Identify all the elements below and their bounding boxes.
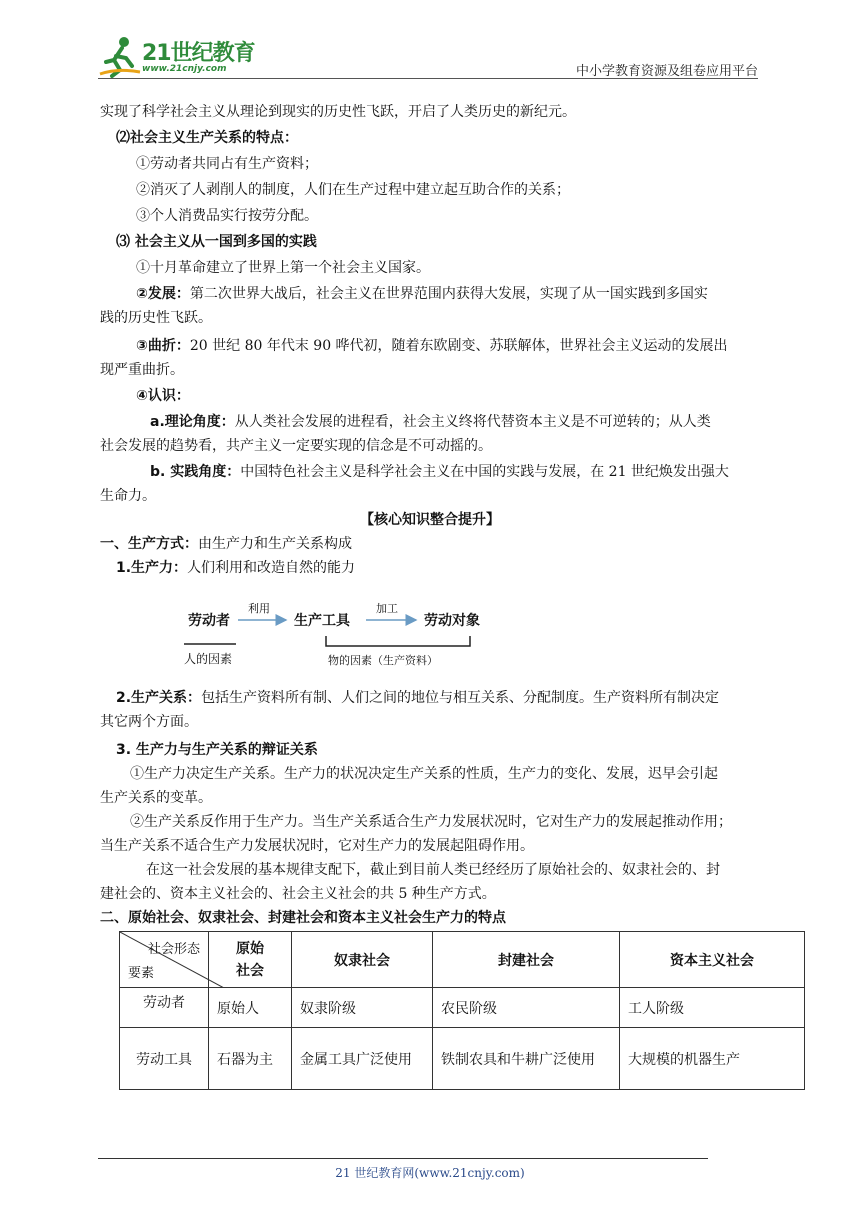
footer-text: 21 世纪教育网(www.21cnjy.com) (335, 1166, 525, 1180)
page-header (98, 30, 758, 80)
table-cell: 金属工具广泛使用 (292, 1028, 433, 1090)
productivity-table (119, 931, 805, 1090)
table-cell: 工人阶级 (620, 988, 805, 1028)
paragraph-line (116, 686, 776, 710)
footer-divider (98, 1158, 708, 1159)
arrow-label-1: 利用 (248, 602, 270, 615)
heading-label: 一、生产方式： (100, 536, 198, 552)
column-header: 封建社会 (433, 932, 620, 988)
item-label: ②发展： (136, 286, 190, 302)
list-item (136, 334, 796, 358)
corner-cell (120, 932, 209, 988)
subheading: 3. 生产力与生产关系的辩证关系 (116, 742, 318, 758)
table-cell: 石器为主 (209, 1028, 292, 1090)
logo (98, 34, 258, 78)
column-header: 奴隶社会 (292, 932, 433, 988)
row-label: 劳动工具 (120, 1028, 209, 1090)
production-diagram (170, 598, 490, 678)
heading-text: 由生产力和生产关系构成 (198, 536, 352, 552)
heading-label: 1.生产力： (116, 560, 188, 576)
section-heading: 二、原始社会、奴隶社会、封建社会和资本主义社会生产力的特点 (100, 910, 506, 926)
item-text: 中国特色社会主义是科学社会主义在中国的实践与发展，在 21 世纪焕发出强大 (240, 464, 729, 480)
section-heading: ⑵社会主义生产关系的特点： (116, 130, 298, 146)
item-text: 20 世纪 80 年代末 90 哗代初，随着东欧剧变、苏联解体，世界社会主义运动的发展出 (189, 338, 728, 354)
table-row (120, 1028, 805, 1090)
runner-icon (98, 34, 142, 78)
node-tools: 生产工具 (294, 613, 350, 629)
list-item: ①劳动者共同占有生产资料； (136, 156, 318, 172)
brace-2 (326, 636, 470, 646)
paragraph-line: 社会发展的趋势看，共产主义一定要实现的信念是不可动摇的。 (100, 438, 492, 454)
table-header-row (120, 932, 805, 988)
paragraph-line: 当生产关系不适合生产力发展状况时，它对生产力的发展起阻碍作用。 (100, 838, 534, 854)
corner-top-label: 社会形态 (147, 942, 200, 957)
paragraph-line: 实现了科学社会主义从理论到现实的历史性飞跃，开启了人类历史的新纪元。 (100, 104, 576, 120)
paragraph-line: 生产关系的变革。 (100, 790, 212, 806)
header-divider (98, 78, 758, 79)
node-object: 劳动对象 (424, 613, 480, 629)
paragraph-line: 现严重曲折。 (100, 362, 184, 378)
section-title: 【核心知识整合提升】 (360, 512, 500, 528)
table-row (120, 988, 805, 1028)
column-header: 原始 社会 (209, 932, 292, 988)
table-cell: 原始人 (209, 988, 292, 1028)
arrow-label-2: 加工 (376, 602, 398, 615)
logo-text: 21世纪教育 (142, 41, 255, 66)
list-item: ③个人消费品实行按劳分配。 (136, 208, 318, 224)
node-laborer: 劳动者 (188, 613, 230, 629)
corner-bottom-label: 要素 (128, 966, 155, 981)
section-heading: ⑶ 社会主义从一国到多国的实践 (116, 234, 317, 250)
item-label: a.理论角度： (150, 414, 235, 430)
logo-url: www.21cnjy.com (142, 64, 227, 74)
table-cell: 铁制农具和牛耕广泛使用 (433, 1028, 620, 1090)
heading-text: 人们利用和改造自然的能力 (187, 560, 356, 576)
paragraph-line: 其它两个方面。 (100, 714, 198, 730)
paragraph-line: ①生产力决定生产关系。生产力的状况决定生产关系的性质，生产力的变化、发展，迟早会引起 (130, 766, 718, 782)
brace-label-1: 人的因素 (184, 652, 233, 666)
paragraph-line: 在这一社会发展的基本规律支配下，截止到目前人类已经经历了原始社会的、奴隶社会的、封 (146, 862, 720, 878)
heading-label: 2.生产关系： (116, 690, 202, 706)
row-label: 劳动者 (120, 988, 209, 1028)
paragraph-line: 生命力。 (100, 488, 156, 504)
column-header: 资本主义社会 (620, 932, 805, 988)
list-item: ②消灭了人剥削人的制度，人们在生产过程中建立起互助合作的关系； (136, 182, 570, 198)
subheading (116, 556, 776, 580)
table-cell: 奴隶阶级 (292, 988, 433, 1028)
heading-text: 包括生产资料所有制、人们之间的地位与相互关系、分配制度。生产资料所有制决定 (201, 690, 720, 706)
brace-label-2: 物的因素（生产资料） (328, 654, 438, 667)
header-title: 中小学教育资源及组卷应用平台 (575, 64, 758, 79)
paragraph-line: ②生产关系反作用于生产力。当生产关系适合生产力发展状况时，它对生产力的发展起推动作用； (130, 814, 732, 830)
paragraph-line: 践的历史性飞跃。 (100, 310, 212, 326)
paragraph-line: 建社会的、资本主义社会的、社会主义社会的共 5 种生产方式。 (100, 886, 496, 902)
item-label: ③曲折： (136, 338, 190, 354)
list-item: ①十月革命建立了世界上第一个社会主义国家。 (136, 260, 430, 276)
list-item-label: ④认识： (136, 388, 190, 404)
list-item (150, 410, 810, 434)
section-heading (100, 532, 760, 556)
table-cell: 农民阶级 (433, 988, 620, 1028)
item-text: 从人类社会发展的进程看，社会主义终将代替资本主义是不可逆转的；从人类 (234, 414, 711, 430)
item-label: b. 实践角度： (150, 464, 241, 480)
list-item (150, 460, 810, 484)
list-item (136, 282, 796, 306)
item-text: 第二次世界大战后，社会主义在世界范围内获得大发展，实现了从一国实践到多国实 (189, 286, 708, 302)
table-cell: 大规模的机器生产 (620, 1028, 805, 1090)
